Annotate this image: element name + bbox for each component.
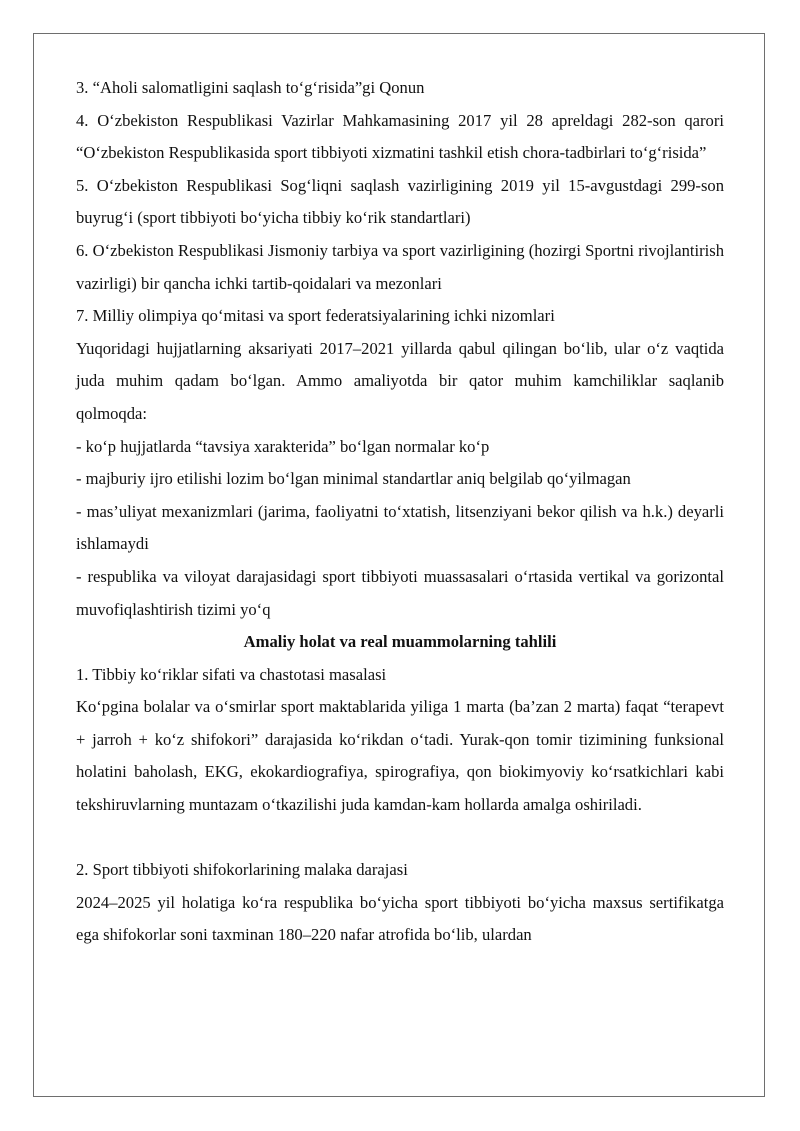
subsection-title-doctor-qualification: 2. Sport tibbiyoti shifokorlarining malaka darajasi <box>76 860 408 880</box>
bullet-responsibility-mechanisms: - mas’uliyat mexanizmlari (jarima, faoliyatni to‘xtatish, litsenziyani bekor qilish va h.k.) deyarli ishlamaydi <box>76 501 724 554</box>
paragraph-medical-exams: Ko‘pgina bolalar va o‘smirlar sport maktablarida yiliga 1 marta (ba’zan 2 marta) faqat “terapevt + jarroh + ko‘z shifokori” darajasida ko‘rikdan o‘tadi. Yurak-qon tomir tizimining funksional holatini baholash, EKG, ekokardiografiya, spirografiya, qon biokimyoviy ko‘rsatkichlari kabi tekshiruvlarning muntazam o‘tkazilishi juda kamdan-kam hollarda amalga oshiriladi. <box>76 697 724 815</box>
subsection-title-medical-exams: 1. Tibbiy ko‘riklar sifati va chastotasi masalasi <box>76 664 387 684</box>
list-item-olympic-committee: 7. Milliy olimpiya qo‘mitasi va sport federatsiyalarining ichki nizomlari <box>76 306 555 326</box>
section-heading: Amaliy holat va real muammolarning tahlili <box>243 632 557 652</box>
paragraph-summary: Yuqoridagi hujjatlarning aksariyati 2017–2021 yillarda qabul qilingan bo‘lib, ular o‘z vaqtida juda muhim qadam bo‘lgan. Ammo amaliyotda bir qator muhim kamchiliklar saqlanib qolmoqda: <box>76 338 724 423</box>
bullet-minimal-standards: - majburiy ijro etilishi lozim bo‘lgan minimal standartlar aniq belgilab qo‘yilmagan <box>76 469 631 489</box>
list-item-sport-ministry-rules: 6. O‘zbekiston Respublikasi Jismoniy tarbiya va sport vazirligining (hozirgi Sportni rivojlantirish vazirligi) bir qancha ichki tartib-qoidalari va mezonlari <box>76 240 724 293</box>
list-item-law: 3. “Aholi salomatligini saqlash to‘g‘risida”gi Qonun <box>76 78 425 97</box>
paragraph-doctor-qualification: 2024–2025 yil holatiga ko‘ra respublika bo‘yicha sport tibbiyoti bo‘yicha maxsus sertifikatga ega shifokorlar soni taxminan 180–220 nafar atrofida bo‘lib, ulardan <box>76 892 724 945</box>
document-body <box>76 72 724 952</box>
bullet-coordination-system: - respublika va viloyat darajasidagi sport tibbiyoti muassasalari o‘rtasida vertikal va gorizontal muvofiqlashtirish tizimi yo‘q <box>76 566 724 619</box>
bullet-recommendation-norms: - ko‘p hujjatlarda “tavsiya xarakterida” bo‘lgan normalar ko‘p <box>76 436 490 456</box>
blank-line <box>76 822 724 855</box>
list-item-health-ministry-order: 5. O‘zbekiston Respublikasi Sog‘liqni saqlash vazirligining 2019 yil 15-avgustdagi 299-son buyrug‘i (sport tibbiyoti bo‘yicha tibbiy ko‘rik standartlari) <box>76 175 724 228</box>
list-item-cabinet-resolution: 4. O‘zbekiston Respublikasi Vazirlar Mahkamasining 2017 yil 28 apreldagi 282-son qarori “O‘zbekiston Respublikasida sport tibbiyoti xizmatini tashkil etish chora-tadbirlari to‘g‘risida” <box>76 110 724 163</box>
